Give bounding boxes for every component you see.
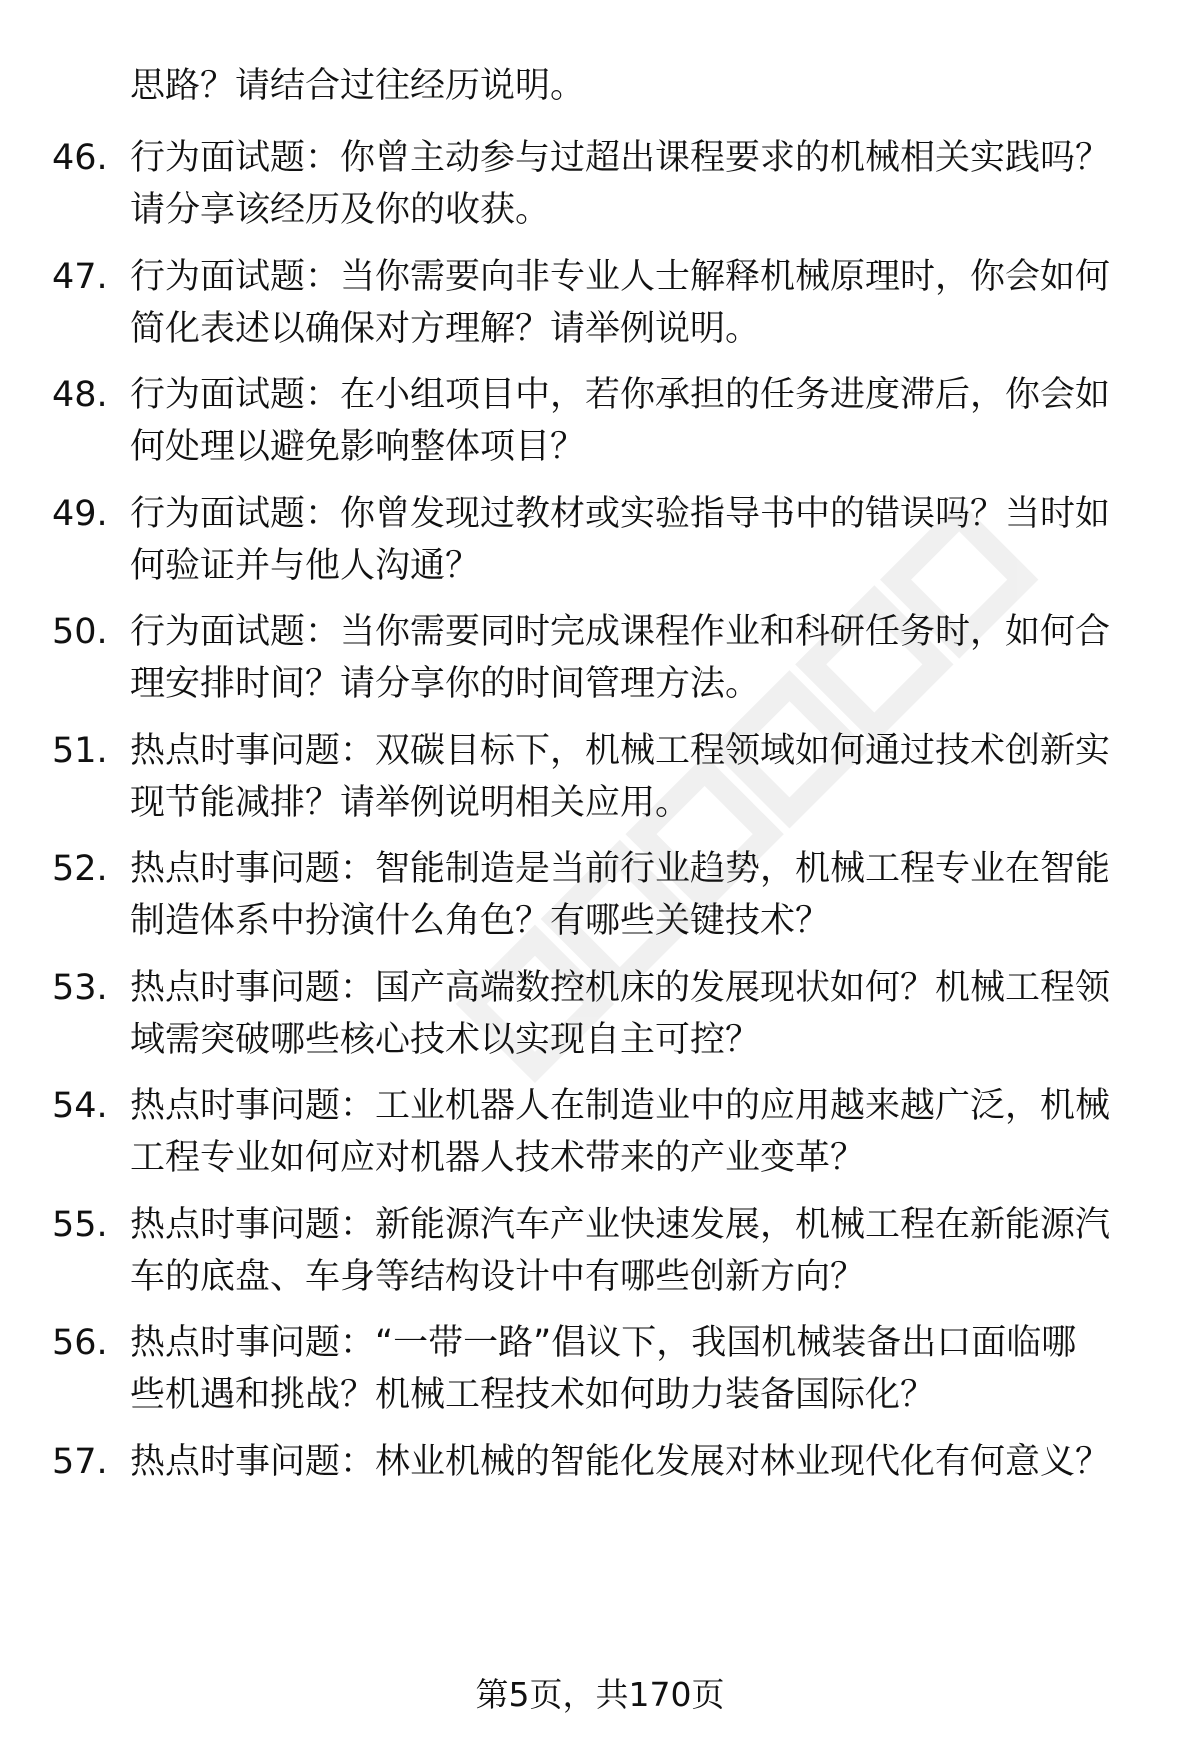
question-text xyxy=(130,1080,1140,1184)
question-text xyxy=(130,725,1140,829)
question-number: 46. xyxy=(52,138,108,178)
question-text-line: 行为面试题：你曾发现过教材或实验指导书中的错误吗？当时如 xyxy=(130,494,1111,534)
question-text xyxy=(130,488,1140,592)
question-number: 48. xyxy=(52,375,108,415)
question-text xyxy=(130,369,1140,473)
page-footer: 第5页，共170页 xyxy=(475,1675,725,1714)
question-text-line: 制造体系中扮演什么角色？有哪些关键技术？ xyxy=(130,901,831,941)
question-text-line: 行为面试题：当你需要向非专业人士解释机械原理时，你会如何 xyxy=(130,257,1111,297)
question-number: 56. xyxy=(52,1323,108,1363)
question-text xyxy=(130,1317,1140,1421)
question-text-line: 何验证并与他人沟通？ xyxy=(130,546,481,586)
question-text-line: 理安排时间？请分享你的时间管理方法。 xyxy=(130,664,761,704)
question-number: 55. xyxy=(52,1205,108,1245)
question-text-line: 些机遇和挑战？机械工程技术如何助力装备国际化？ xyxy=(130,1375,936,1415)
question-text-line: 工程专业如何应对机器人技术带来的产业变革？ xyxy=(130,1138,866,1178)
question-number: 57. xyxy=(52,1442,108,1482)
question-text-line: 行为面试题：当你需要同时完成课程作业和科研任务时，如何合 xyxy=(130,612,1111,652)
question-text-line: 热点时事问题：新能源汽车产业快速发展，机械工程在新能源汽 xyxy=(130,1205,1111,1245)
question-text-line: 热点时事问题：林业机械的智能化发展对林业现代化有何意义？ xyxy=(130,1442,1111,1482)
question-text-line: 请分享该经历及你的收获。 xyxy=(130,190,551,230)
question-text-line: 现节能减排？请举例说明相关应用。 xyxy=(130,783,691,823)
question-number: 47. xyxy=(52,257,108,297)
question-text-line: 车的底盘、车身等结构设计中有哪些创新方向？ xyxy=(130,1257,866,1297)
question-number: 49. xyxy=(52,494,108,534)
question-text-line: 域需突破哪些核心技术以实现自主可控？ xyxy=(130,1020,761,1060)
question-text-line: 行为面试题：在小组项目中，若你承担的任务进度滞后，你会如 xyxy=(130,375,1111,415)
question-text-line: 行为面试题：你曾主动参与过超出课程要求的机械相关实践吗？ xyxy=(130,138,1111,178)
continued-question-text: 思路？请结合过往经历说明。 xyxy=(130,66,586,106)
question-number: 52. xyxy=(52,849,108,889)
question-text xyxy=(130,1199,1140,1303)
question-text-line: 热点时事问题：双碳目标下，机械工程领域如何通过技术创新实 xyxy=(130,731,1111,771)
question-number: 54. xyxy=(52,1086,108,1126)
question-text xyxy=(130,606,1140,710)
question-text xyxy=(130,251,1140,355)
question-text-line: 热点时事问题：国产高端数控机床的发展现状如何？机械工程领 xyxy=(130,968,1111,1008)
question-text-line: 热点时事问题：“一带一路”倡议下，我国机械装备出口面临哪 xyxy=(130,1323,1077,1363)
question-text xyxy=(130,1436,1140,1488)
question-text xyxy=(130,962,1140,1066)
question-text-line: 热点时事问题：工业机器人在制造业中的应用越来越广泛，机械 xyxy=(130,1086,1111,1126)
question-number: 50. xyxy=(52,612,108,652)
question-text xyxy=(130,132,1140,236)
question-text-line: 简化表述以确保对方理解？请举例说明。 xyxy=(130,309,761,349)
question-text xyxy=(130,843,1140,947)
question-text-line: 热点时事问题：智能制造是当前行业趋势，机械工程专业在智能 xyxy=(130,849,1111,889)
question-number: 51. xyxy=(52,731,108,771)
question-text-line: 何处理以避免影响整体项目？ xyxy=(130,427,586,467)
question-number: 53. xyxy=(52,968,108,1008)
